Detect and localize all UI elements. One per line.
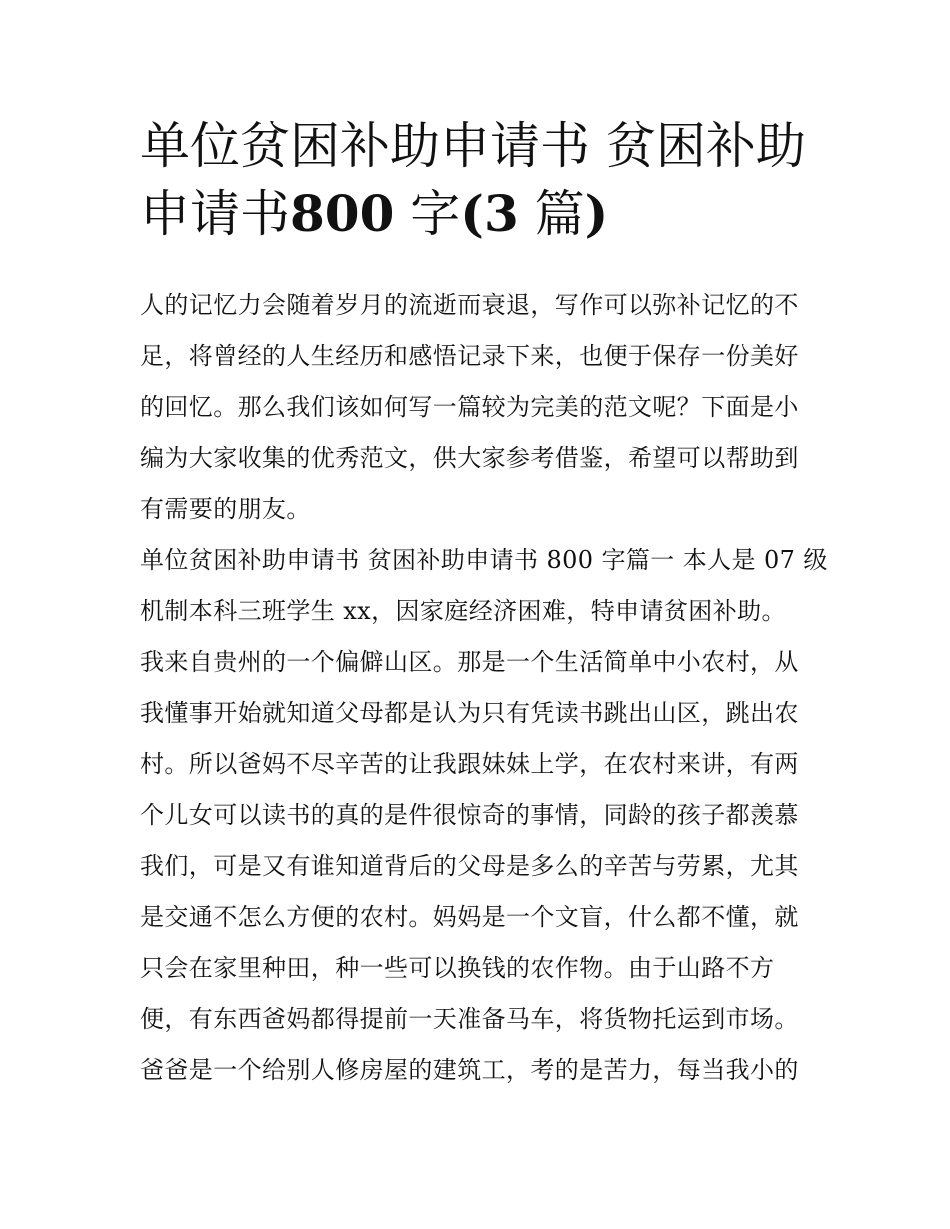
body-line: 机制本科三班学生 xx，因家庭经济困难，特申请贫困补助。 xyxy=(140,597,786,625)
body-line: 的回忆。那么我们该如何写一篇较为完美的范文呢？下面是小 xyxy=(140,393,799,421)
title-line-1: 单位贫困补助申请书 贫困补助 xyxy=(140,117,806,175)
body-line: 村。所以爸妈不尽辛苦的让我跟妹妹上学，在农村来讲，有两 xyxy=(140,750,799,778)
title-line-2-part-e: 篇 xyxy=(518,185,585,243)
body-line: 个儿女可以读书的真的是件很惊奇的事情，同龄的孩子都羡慕 xyxy=(140,801,799,829)
title-line-2-part-a: 申请书 xyxy=(140,185,290,243)
document-title xyxy=(140,112,820,248)
title-line-2-part-d: (3 xyxy=(460,184,519,243)
body-line: 编为大家收集的优秀范文，供大家参考借鉴，希望可以帮助到 xyxy=(140,444,799,472)
body-line: 有需要的朋友。 xyxy=(140,495,311,523)
body-line: 人的记忆力会随着岁月的流逝而衰退，写作可以弥补记忆的不 xyxy=(140,291,799,319)
body-line: 便，有东西爸妈都得提前一天准备马车，将货物托运到市场。 xyxy=(140,1005,799,1033)
title-line-2-part-c: 字 xyxy=(394,185,461,243)
body-line: 我们，可是又有谁知道背后的父母是多么的辛苦与劳累，尤其 xyxy=(140,852,799,880)
body-line: 单位贫困补助申请书 贫困补助申请书 800 字篇一 本人是 07 级 xyxy=(140,546,828,574)
body-line: 爸爸是一个给别人修房屋的建筑工，考的是苦力，每当我小的 xyxy=(140,1056,799,1084)
body-line: 我来自贵州的一个偏僻山区。那是一个生活简单中小农村，从 xyxy=(140,648,799,676)
document-body xyxy=(140,280,828,1096)
title-line-2-part-b: 800 xyxy=(290,184,395,243)
body-line: 足，将曾经的人生经历和感悟记录下来，也便于保存一份美好 xyxy=(140,342,799,370)
body-line: 只会在家里种田，种一些可以换钱的农作物。由于山路不方 xyxy=(140,954,775,982)
title-line-2-part-f: ) xyxy=(584,184,609,243)
body-line: 是交通不怎么方便的农村。妈妈是一个文盲，什么都不懂，就 xyxy=(140,903,799,931)
body-line: 我懂事开始就知道父母都是认为只有凭读书跳出山区，跳出农 xyxy=(140,699,799,727)
